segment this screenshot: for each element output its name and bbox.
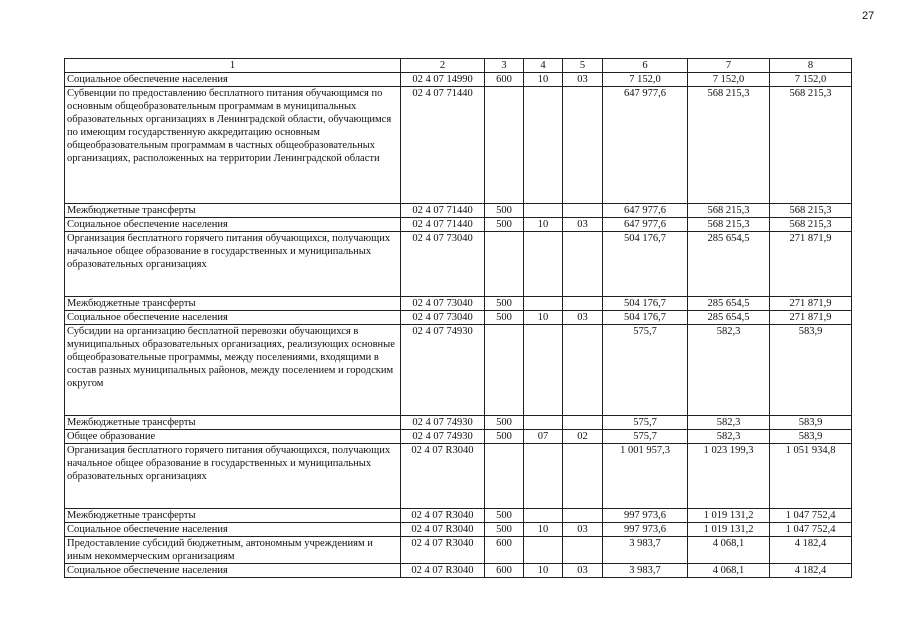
amount-year-3: 271 871,9: [770, 311, 852, 325]
subsection: [563, 297, 603, 311]
amount-year-1: 647 977,6: [603, 218, 688, 232]
expense-type: [485, 232, 524, 297]
expense-type: 500: [485, 218, 524, 232]
amount-year-3: 1 051 934,8: [770, 444, 852, 509]
expense-type: 600: [485, 537, 524, 564]
amount-year-2: 1 019 131,2: [688, 523, 770, 537]
section: [524, 325, 563, 416]
row-name: Организация бесплатного горячего питания обучающихся, получающих начальное общее образование в государственных и муниципальных образовательных организациях: [65, 232, 401, 297]
amount-year-1: 7 152,0: [603, 73, 688, 87]
table-row: [65, 523, 852, 537]
amount-year-2: 582,3: [688, 325, 770, 416]
amount-year-1: 504 176,7: [603, 311, 688, 325]
table-row: [65, 297, 852, 311]
row-name: Организация бесплатного горячего питания обучающихся, получающих начальное общее образование в государственных и муниципальных образовательных организациях: [65, 444, 401, 509]
expense-type: 500: [485, 204, 524, 218]
section: 10: [524, 523, 563, 537]
table-row: [65, 537, 852, 564]
amount-year-2: 285 654,5: [688, 232, 770, 297]
amount-year-2: 568 215,3: [688, 87, 770, 204]
subsection: 02: [563, 430, 603, 444]
target-code: 02 4 07 R3040: [401, 509, 485, 523]
row-name: Социальное обеспечение населения: [65, 564, 401, 578]
row-name: Субвенции по предоставлению бесплатного питания обучающимся по основным общеобразовательным программам в муниципальных образовательных организациях в Ленинградской области, обучающимся по имеющим государственную аккредитацию основным общеобразовательным программам в частных общеобразовательных организациях, расположенных на территории Ленинградской области: [65, 87, 401, 204]
amount-year-3: 4 182,4: [770, 564, 852, 578]
table-row: [65, 73, 852, 87]
subsection: 03: [563, 564, 603, 578]
expense-type: 600: [485, 73, 524, 87]
target-code: 02 4 07 R3040: [401, 444, 485, 509]
table-row: [65, 204, 852, 218]
section: 10: [524, 218, 563, 232]
table-row: [65, 325, 852, 416]
row-name: Межбюджетные трансферты: [65, 297, 401, 311]
table-row: [65, 509, 852, 523]
subsection: 03: [563, 311, 603, 325]
row-name: Социальное обеспечение населения: [65, 218, 401, 232]
row-name: Социальное обеспечение населения: [65, 523, 401, 537]
column-header: 7: [688, 59, 770, 73]
amount-year-1: 647 977,6: [603, 87, 688, 204]
amount-year-2: 4 068,1: [688, 564, 770, 578]
table-header-row: [65, 59, 852, 73]
target-code: 02 4 07 R3040: [401, 537, 485, 564]
amount-year-3: 568 215,3: [770, 204, 852, 218]
amount-year-3: 568 215,3: [770, 218, 852, 232]
row-name: Субсидии на организацию бесплатной перевозки обучающихся в муниципальных образовательных организациях, реализующих основные общеобразовательные программы, между поселениями, входящими в состав разных муниципальных районов, между поселением и городским округом: [65, 325, 401, 416]
row-name: Предоставление субсидий бюджетным, автономным учреждениям и иным некоммерческим организациям: [65, 537, 401, 564]
amount-year-2: 582,3: [688, 416, 770, 430]
expense-type: 500: [485, 416, 524, 430]
subsection: 03: [563, 73, 603, 87]
subsection: 03: [563, 523, 603, 537]
section: [524, 416, 563, 430]
target-code: 02 4 07 74930: [401, 430, 485, 444]
amount-year-1: 575,7: [603, 325, 688, 416]
amount-year-1: 575,7: [603, 416, 688, 430]
column-header: 8: [770, 59, 852, 73]
target-code: 02 4 07 71440: [401, 204, 485, 218]
section: 07: [524, 430, 563, 444]
section: 10: [524, 311, 563, 325]
amount-year-3: 271 871,9: [770, 232, 852, 297]
expense-type: 500: [485, 430, 524, 444]
amount-year-2: 568 215,3: [688, 204, 770, 218]
table-row: [65, 218, 852, 232]
amount-year-2: 285 654,5: [688, 297, 770, 311]
column-header: 4: [524, 59, 563, 73]
target-code: 02 4 07 71440: [401, 87, 485, 204]
amount-year-3: 568 215,3: [770, 87, 852, 204]
amount-year-3: 4 182,4: [770, 537, 852, 564]
subsection: [563, 204, 603, 218]
target-code: 02 4 07 74930: [401, 416, 485, 430]
row-name: Общее образование: [65, 430, 401, 444]
section: [524, 444, 563, 509]
column-header: 1: [65, 59, 401, 73]
row-name: Межбюджетные трансферты: [65, 416, 401, 430]
table-row: [65, 444, 852, 509]
table-row: [65, 564, 852, 578]
target-code: 02 4 07 73040: [401, 297, 485, 311]
section: [524, 509, 563, 523]
target-code: 02 4 07 73040: [401, 311, 485, 325]
amount-year-3: 583,9: [770, 430, 852, 444]
subsection: [563, 444, 603, 509]
table-row: [65, 232, 852, 297]
target-code: 02 4 07 R3040: [401, 564, 485, 578]
amount-year-1: 575,7: [603, 430, 688, 444]
row-name: Межбюджетные трансферты: [65, 204, 401, 218]
section: [524, 537, 563, 564]
section: [524, 297, 563, 311]
amount-year-2: 568 215,3: [688, 218, 770, 232]
amount-year-2: 4 068,1: [688, 537, 770, 564]
expense-type: 500: [485, 523, 524, 537]
column-header: 2: [401, 59, 485, 73]
target-code: 02 4 07 73040: [401, 232, 485, 297]
column-header: 3: [485, 59, 524, 73]
expense-type: [485, 87, 524, 204]
subsection: [563, 537, 603, 564]
amount-year-2: 1 023 199,3: [688, 444, 770, 509]
target-code: 02 4 07 71440: [401, 218, 485, 232]
target-code: 02 4 07 R3040: [401, 523, 485, 537]
amount-year-3: 1 047 752,4: [770, 523, 852, 537]
amount-year-1: 1 001 957,3: [603, 444, 688, 509]
table-row: [65, 416, 852, 430]
subsection: 03: [563, 218, 603, 232]
subsection: [563, 232, 603, 297]
amount-year-1: 504 176,7: [603, 297, 688, 311]
subsection: [563, 87, 603, 204]
section: [524, 232, 563, 297]
amount-year-1: 647 977,6: [603, 204, 688, 218]
amount-year-3: 7 152,0: [770, 73, 852, 87]
expense-type: 500: [485, 509, 524, 523]
amount-year-3: 271 871,9: [770, 297, 852, 311]
expense-type: [485, 325, 524, 416]
table-row: [65, 430, 852, 444]
table-row: [65, 87, 852, 204]
row-name: Социальное обеспечение населения: [65, 73, 401, 87]
expense-type: 500: [485, 297, 524, 311]
subsection: [563, 509, 603, 523]
table-body: [65, 59, 852, 578]
amount-year-1: 504 176,7: [603, 232, 688, 297]
subsection: [563, 325, 603, 416]
section: [524, 204, 563, 218]
page-number: 27: [862, 10, 875, 22]
column-header: 5: [563, 59, 603, 73]
amount-year-1: 3 983,7: [603, 564, 688, 578]
amount-year-3: 1 047 752,4: [770, 509, 852, 523]
expense-type: [485, 444, 524, 509]
amount-year-2: 582,3: [688, 430, 770, 444]
amount-year-1: 997 973,6: [603, 523, 688, 537]
amount-year-1: 3 983,7: [603, 537, 688, 564]
amount-year-3: 583,9: [770, 416, 852, 430]
amount-year-2: 285 654,5: [688, 311, 770, 325]
expense-type: 600: [485, 564, 524, 578]
target-code: 02 4 07 74930: [401, 325, 485, 416]
expense-type: 500: [485, 311, 524, 325]
amount-year-1: 997 973,6: [603, 509, 688, 523]
amount-year-2: 7 152,0: [688, 73, 770, 87]
row-name: Межбюджетные трансферты: [65, 509, 401, 523]
amount-year-3: 583,9: [770, 325, 852, 416]
table-row: [65, 311, 852, 325]
column-header: 6: [603, 59, 688, 73]
amount-year-2: 1 019 131,2: [688, 509, 770, 523]
section: [524, 87, 563, 204]
subsection: [563, 416, 603, 430]
budget-table: [64, 58, 852, 578]
section: 10: [524, 73, 563, 87]
target-code: 02 4 07 14990: [401, 73, 485, 87]
row-name: Социальное обеспечение населения: [65, 311, 401, 325]
section: 10: [524, 564, 563, 578]
